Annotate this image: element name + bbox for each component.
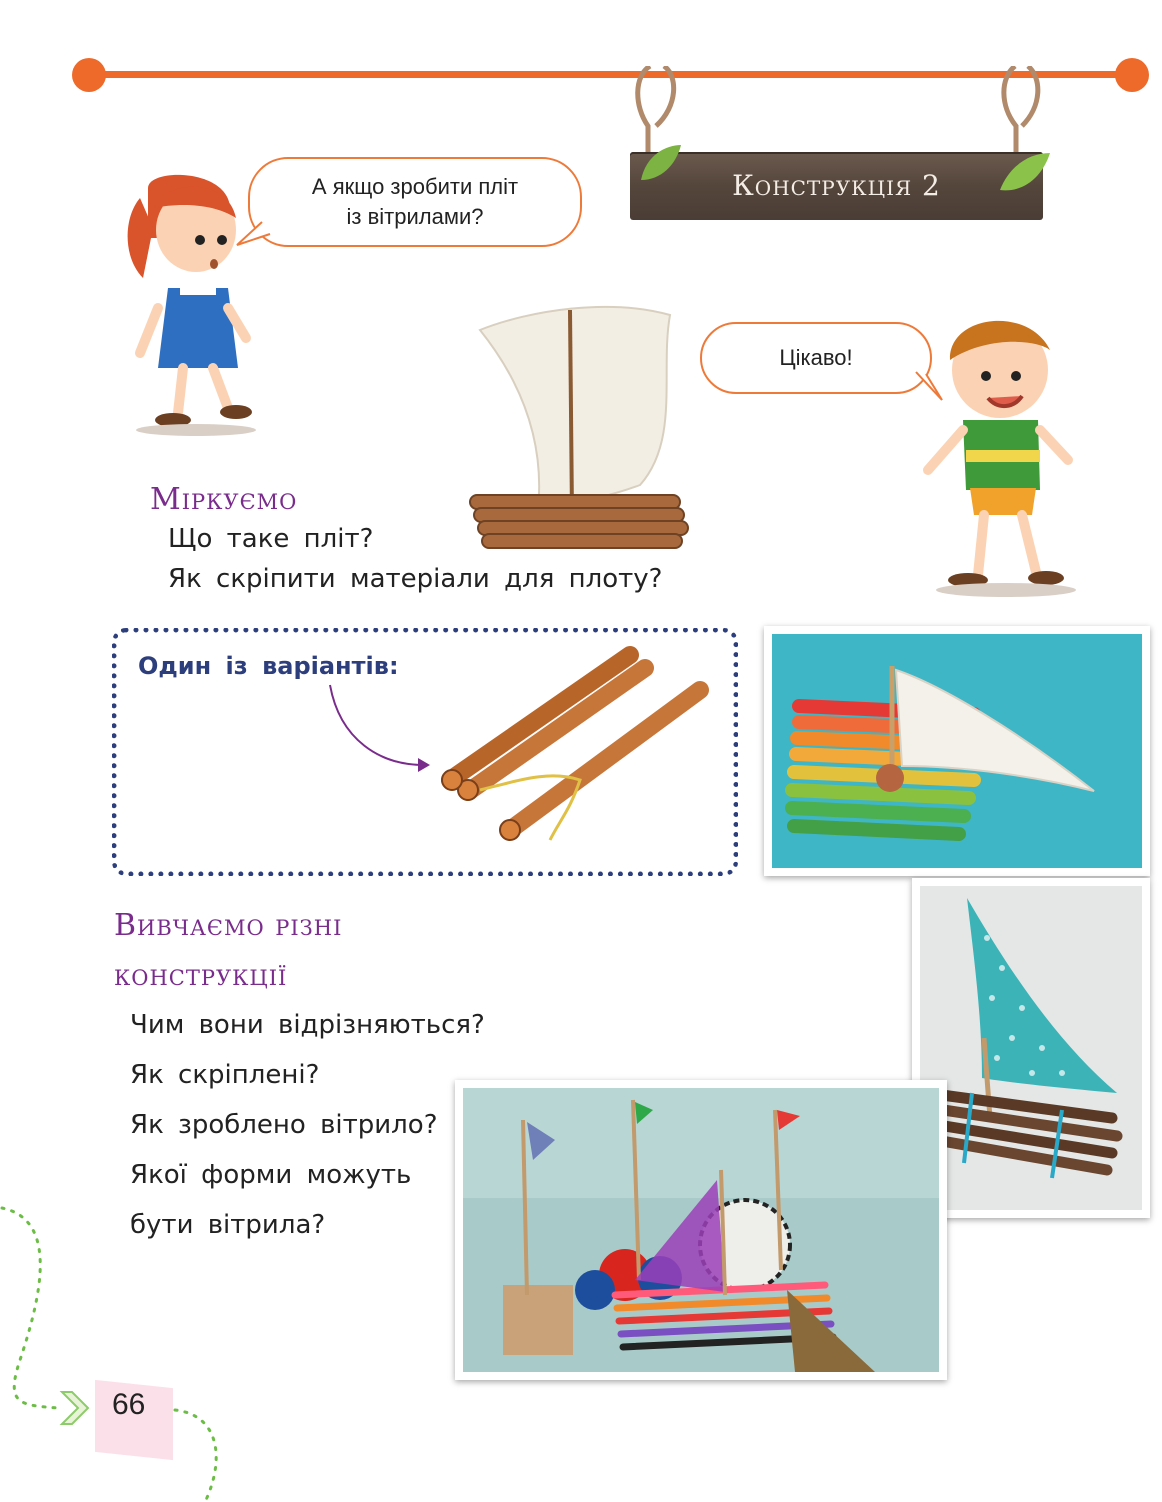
thinking-question-1: Що таке пліт? (168, 524, 374, 554)
bubble-tail (232, 220, 272, 250)
photo-popsicle-raft (764, 626, 1150, 876)
study-question-4: Якої форми можуть (130, 1160, 412, 1190)
study-question-5: бути вітрила? (130, 1210, 326, 1240)
boy-speech-bubble (700, 322, 932, 394)
girl-bubble-line2: із вітрилами? (346, 204, 484, 229)
photo-cork-straw-rafts (455, 1080, 947, 1380)
raft-sail-illustration (460, 290, 690, 570)
chevron-right-icon (58, 1388, 92, 1428)
study-heading-line2: конструкції (114, 958, 288, 993)
study-question-2: Як скріплені? (130, 1060, 320, 1090)
rule-right-dot (1115, 58, 1149, 92)
sticks-illustration (430, 640, 720, 860)
rule-left-dot (72, 58, 106, 92)
variant-label: Один із варіантів: (138, 652, 399, 680)
girl-bubble-line1: А якщо зробити пліт (311, 174, 519, 199)
thinking-question-2: Як скріпити матеріали для плоту? (168, 564, 663, 594)
boy-illustration (918, 310, 1088, 600)
page-number: 66 (112, 1388, 146, 1421)
boy-bubble-text: Цікаво! (779, 345, 853, 370)
arrow-icon (320, 680, 440, 780)
sign-title: Конструкція 2 (732, 169, 941, 202)
study-heading-line1: Вивчаємо різні (114, 908, 343, 943)
girl-illustration (118, 168, 268, 438)
study-question-1: Чим вони відрізняються? (130, 1010, 485, 1040)
thinking-heading: Міркуємо (150, 482, 298, 517)
photo-twig-raft (912, 878, 1150, 1218)
dotted-path-decoration (0, 1190, 240, 1502)
girl-speech-bubble (248, 157, 582, 247)
study-question-3: Як зроблено вітрило? (130, 1110, 438, 1140)
